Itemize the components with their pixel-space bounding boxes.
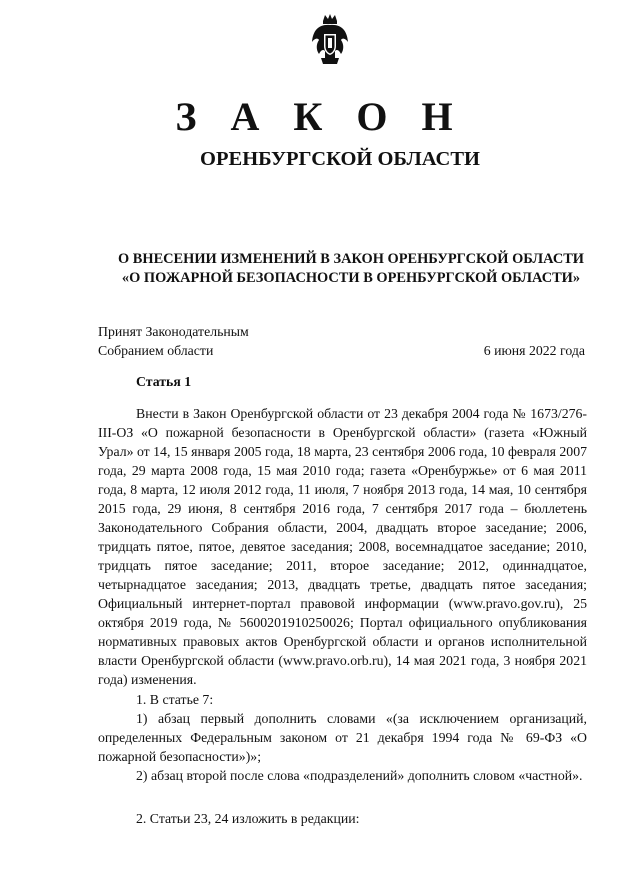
article-title: Статья 1 xyxy=(136,374,192,389)
article-item: 2. Статьи 23, 24 изложить в редакции: xyxy=(136,811,360,826)
adoption-line: Собранием области xyxy=(98,343,214,358)
adoption-date: 6 июня 2022 года xyxy=(483,343,585,358)
law-name-line: О ВНЕСЕНИИ ИЗМЕНЕНИЙ В ЗАКОН ОРЕНБУРГСКОЙ ОБЛАСТИ xyxy=(117,251,585,267)
document-type-title: З А К О Н xyxy=(175,94,465,139)
article-item: 1. В статье 7: xyxy=(136,692,214,707)
coat-of-arms-icon xyxy=(309,12,351,66)
article-paragraph: Внести в Закон Оренбургской области от 23 декабря 2004 года № 1673/276-III-ОЗ «О пожарной безопасности в Оренбургской области» (газета «Южный Урал» от 14, 15 января 2005 года, 18 марта, 23 сентября 2006 года, 10 февраля 2007 года, 29 марта 2008 года, 15 мая 2010 года; газета «Оренбуржье» от 6 мая 2011 года, 8 марта, 12 июля 2012 года, 11 июля, 7 ноября 2013 года, 14 мая, 10 сентября 2015 года, 29 июня, 8 сентября 2016 года, 7 сентября 2017 года – бюллетень Законодательного Собрания области, 2004, двадцать второе заседание; 2006, тридцать пятое, пятое, девятое заседания; 2008, восемнадцатое заседание; 2010, тридцать пятое заседание; 2011, второе заседание; 2012, одиннадцатое, четырнадцатое заседания; 2013, двадцать третье, двадцать пятое заседания; Официальный интернет-портал правовой информации (www.pravo.gov.ru), 25 октября 2019 года, № 5600201910250026; Портал официального опубликования нормативных правовых актов Оренбургской области и органов исполнительной власти Оренбургской области (www.pravo.orb.ru), 14 мая 2021 года, 3 ноября 2021 года) изменения. xyxy=(98,406,587,687)
adoption-line: Принят Законодательным xyxy=(98,324,249,339)
law-name xyxy=(60,250,640,288)
adoption-info xyxy=(98,322,249,360)
article-subitem: 1) абзац первый дополнить словами «(за исключением организаций, определенных Федеральным законом от 21 декабря 1994 года № 69-ФЗ «О пожарной безопасности»)»; xyxy=(98,711,587,764)
law-name-line: «О ПОЖАРНОЙ БЕЗОПАСНОСТИ В ОРЕНБУРГСКОЙ ОБЛАСТИ» xyxy=(121,270,581,286)
article-subitem: 2) абзац второй после слова «подразделений» дополнить словом «частной». xyxy=(136,768,583,783)
region-title: ОРЕНБУРГСКОЙ ОБЛАСТИ xyxy=(200,148,480,170)
